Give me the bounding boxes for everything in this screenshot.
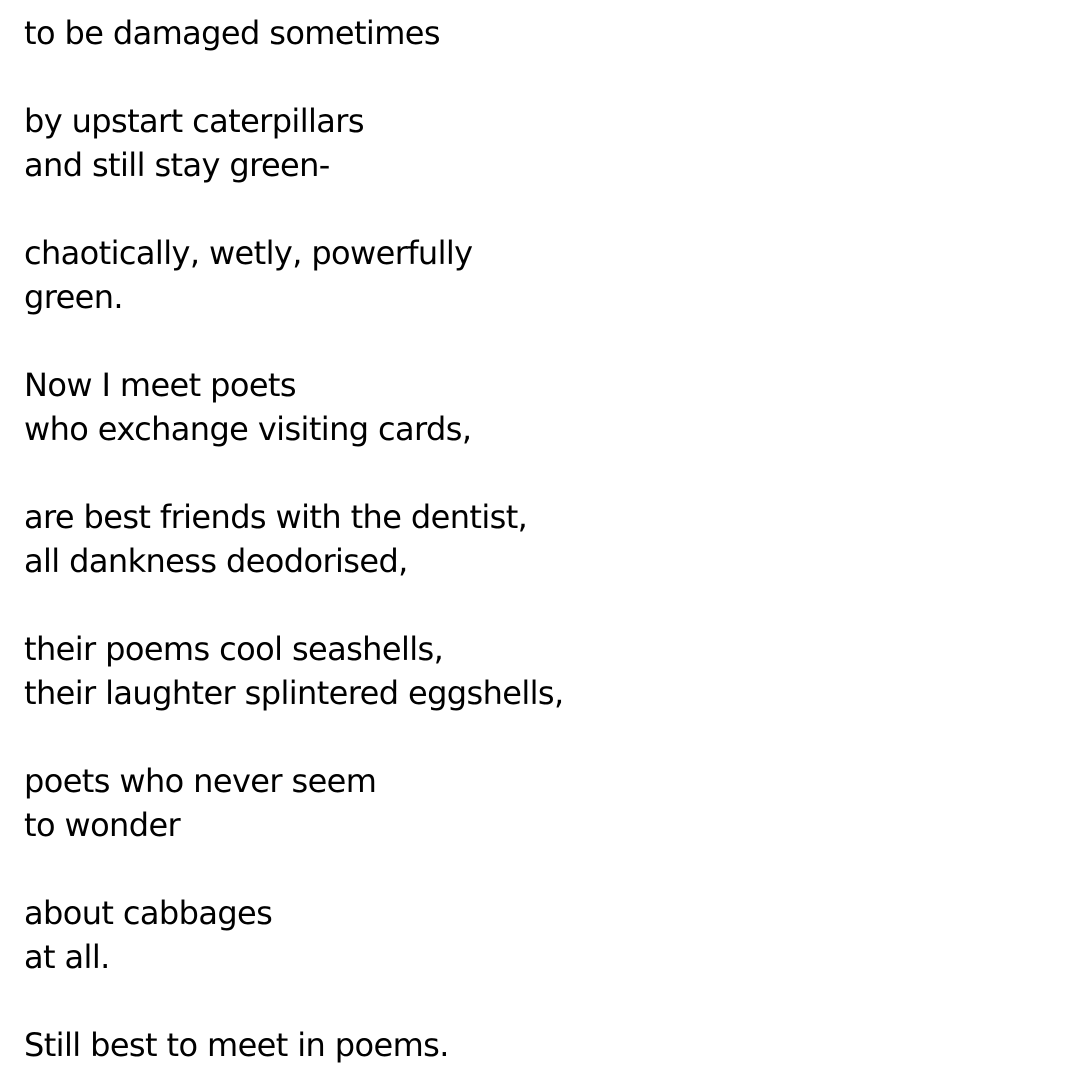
poem-line: to be damaged sometimes (24, 14, 440, 52)
stanza-break (24, 847, 564, 891)
stanza-break (24, 187, 564, 231)
poem-line: green. (24, 278, 123, 316)
poem-line: about cabbages (24, 894, 273, 932)
stanza-break (24, 715, 564, 759)
poem-line: poets who never seem (24, 762, 377, 800)
poem-line: who exchange visiting cards, (24, 410, 472, 448)
poem-line: are best friends with the dentist, (24, 498, 528, 536)
poem-text (24, 11, 564, 1067)
poem-line: to wonder (24, 806, 181, 844)
poem-line: by upstart caterpillars (24, 102, 364, 140)
poem-line: at all. (24, 938, 110, 976)
stanza-break (24, 319, 564, 363)
poem-line: Now I meet poets (24, 366, 296, 404)
poem-line: chaotically, wetly, powerfully (24, 234, 473, 272)
poem-line: Still best to meet in poems. (24, 1026, 449, 1064)
stanza-break (24, 451, 564, 495)
poem-line: all dankness deodorised, (24, 542, 408, 580)
poem-line: their poems cool seashells, (24, 630, 444, 668)
poem-line: their laughter splintered eggshells, (24, 674, 564, 712)
stanza-break (24, 979, 564, 1023)
stanza-break (24, 55, 564, 99)
stanza-break (24, 583, 564, 627)
poem-line: and still stay green- (24, 146, 330, 184)
